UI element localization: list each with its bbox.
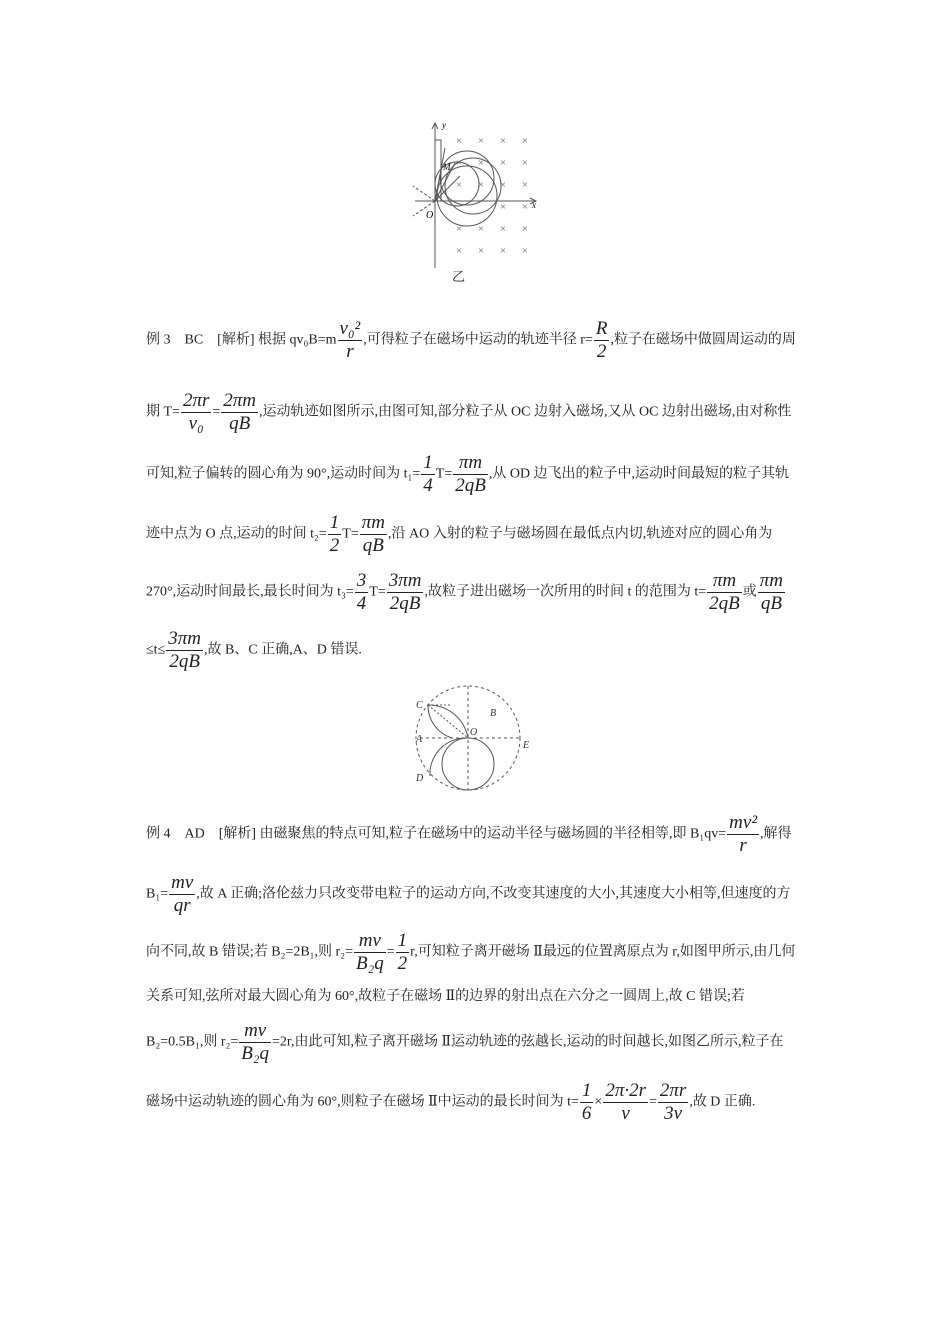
fraction: $\frac{mv}{\text{B₂q}}$ xyxy=(356,930,384,974)
label-o: O xyxy=(426,210,434,221)
fraction: $\frac{3}{4}$ xyxy=(356,570,367,614)
example3-line6: ≤t≤ $\frac{3\pi m}{2qB}$ ,故 B、C 正确,A、D 错误. xyxy=(146,628,362,672)
svg-text:×: × xyxy=(477,157,485,169)
svg-text:×: × xyxy=(499,223,507,235)
svg-text:×: × xyxy=(521,223,529,235)
label-m: M xyxy=(443,162,451,172)
svg-text:×: × xyxy=(477,135,485,147)
svg-text:×: × xyxy=(477,245,485,257)
label-e: E xyxy=(523,740,530,751)
fraction: $\frac{\pi m}{qB}$ xyxy=(361,512,385,556)
svg-text:×: × xyxy=(455,223,463,235)
fraction: $\frac{3\pi m}{2qB}$ xyxy=(388,570,422,614)
label-o: O xyxy=(470,727,478,738)
fraction: $\frac{2\pi m}{qB}$ xyxy=(223,390,257,434)
svg-text:×: × xyxy=(477,179,485,191)
fraction: $\frac{1}{2}$ xyxy=(329,512,340,556)
example4-line4: 关系可知,弦所对最大圆心角为 60°,故粒子在磁场 Ⅱ的边界的射出点在六分之一圆周上,故 C 错误;若 xyxy=(146,989,745,1004)
figure-magnetic-field-1 xyxy=(405,118,545,286)
svg-text:×: × xyxy=(477,223,485,235)
fraction: $\frac{2\pi r}{3v}$ xyxy=(659,1080,687,1124)
svg-text:×: × xyxy=(455,245,463,257)
svg-text:×: × xyxy=(455,179,463,191)
svg-text:×: × xyxy=(499,245,507,257)
example3-line1: 例 3 BC [解析] 根据 qv₀B=m $\frac{\text{v₀²}}{r}$ ,可得粒子在磁场中运动的轨迹半径 r= $\frac{R}{2}$ ,粒子在磁场中做圆周运动的周 xyxy=(146,318,796,362)
svg-text:×: × xyxy=(499,135,507,147)
label-b: B xyxy=(490,708,497,719)
svg-text:×: × xyxy=(521,135,529,147)
example4-line5: B₂=0.5B₁,则 r₂= $\frac{mv}{\text{B₂q}}$ =2r,由此可知,粒子离开磁场 Ⅱ运动轨迹的弦越长,运动的时间越长,如图乙所示,粒子在 xyxy=(146,1020,784,1064)
fraction: $\frac{\pi m}{qB}$ xyxy=(759,570,784,614)
example3-line2: 期 T= $\frac{2\pi r}{\text{v₀}}$ = $\frac{2\pi m}{qB}$ ,运动轨迹如图所示,由图可知,部分粒子从 OC 边射入磁场,又从 OC 边射出磁场,由对称性 xyxy=(146,390,792,434)
svg-text:×: × xyxy=(499,157,507,169)
example4-line6: 磁场中运动轨迹的圆心角为 60°,则粒子在磁场 Ⅱ中运动的最长时间为 t= $\frac{1}{6}$ × $\frac{2\pi\cdot 2r}{v}$ = $\frac{2\pi r}{3v}$ ,故 D 正确. xyxy=(146,1080,756,1124)
svg-text:×: × xyxy=(455,135,463,147)
fraction: $\frac{\pi m}{2qB}$ xyxy=(455,452,486,496)
fraction: $\frac{mv}{\text{B₂q}}$ xyxy=(241,1020,269,1064)
fraction: $\frac{1}{4}$ xyxy=(423,452,433,496)
label-x: x xyxy=(532,200,536,210)
example4-line2: B₁= $\frac{mv}{qr}$ ,故 A 正确;洛伦兹力只改变带电粒子的运动方向,不改变其速度的大小,其速度大小相等,但速度的方 xyxy=(146,872,791,916)
example4-line3: 向不同,故 B 错误;若 B₂=2B₁,则 r₂= $\frac{mv}{\text{B₂q}}$ = $\frac{1}{2}$ r,可知粒子离开磁场 Ⅱ最远的位置离原点为 r,如图甲所示,由几何 xyxy=(146,930,796,974)
figure-magnetic-field-2 xyxy=(412,682,542,797)
label-a: A xyxy=(416,734,423,745)
fraction: $\frac{1}{2}$ xyxy=(397,930,408,974)
fraction: $\frac{3\pi m}{2qB}$ xyxy=(168,628,202,672)
label-c: C xyxy=(416,700,423,711)
fraction: $\frac{1}{6}$ xyxy=(581,1080,592,1124)
svg-text:×: × xyxy=(521,245,529,257)
fraction: $\frac{2\pi r}{\text{v₀}}$ xyxy=(182,390,210,434)
figure-caption-yi: 乙 xyxy=(452,269,466,284)
svg-text:×: × xyxy=(455,157,463,169)
svg-text:×: × xyxy=(521,157,529,169)
example3-line3: 可知,粒子偏转的圆心角为 90°,运动时间为 t₁= $\frac{1}{4}$ T= $\frac{\pi m}{2qB}$ ,从 OD 边飞出的粒子中,运动时间最短的粒子其轨 xyxy=(146,452,790,496)
example4-line1: 例 4 AD [解析] 由磁聚焦的特点可知,粒子在磁场中的运动半径与磁场圆的半径相等,即 B₁qv= $\frac{\text{mv²}}{r}$ ,解得 xyxy=(146,812,792,856)
svg-text:×: × xyxy=(499,179,507,191)
svg-text:×: × xyxy=(521,201,529,213)
fraction: $\frac{\text{v₀²}}{r}$ xyxy=(339,318,361,362)
label-d: D xyxy=(416,773,424,784)
fraction: $\frac{\text{mv²}}{r}$ xyxy=(729,812,758,856)
svg-text:×: × xyxy=(499,201,507,213)
fraction: $\frac{\pi m}{2qB}$ xyxy=(709,570,740,614)
label-y: y xyxy=(442,120,446,130)
example3-line4: 迹中点为 O 点,运动的时间 t₂= $\frac{1}{2}$ T= $\frac{\pi m}{qB}$ ,沿 AO 入射的粒子与磁场圆在最低点内切,轨迹对应的圆心角为 xyxy=(146,512,773,556)
example3-line5: 270°,运动时间最长,最长时间为 t₃= $\frac{3}{4}$ T= $\frac{3\pi m}{2qB}$ ,故粒子进出磁场一次所用的时间 t 的范围为 t= $\frac{\pi m}{2qB}$ 或 $\frac{\pi m}{qB}$ xyxy=(146,570,784,614)
example3-head: 例 3 BC [解析] 根据 xyxy=(146,332,290,348)
fraction: $\frac{mv}{qr}$ xyxy=(171,872,194,916)
fraction: $\frac{R}{2}$ xyxy=(595,318,608,362)
fraction: $\frac{2\pi\cdot 2r}{v}$ xyxy=(605,1080,646,1124)
svg-text:×: × xyxy=(521,179,529,191)
